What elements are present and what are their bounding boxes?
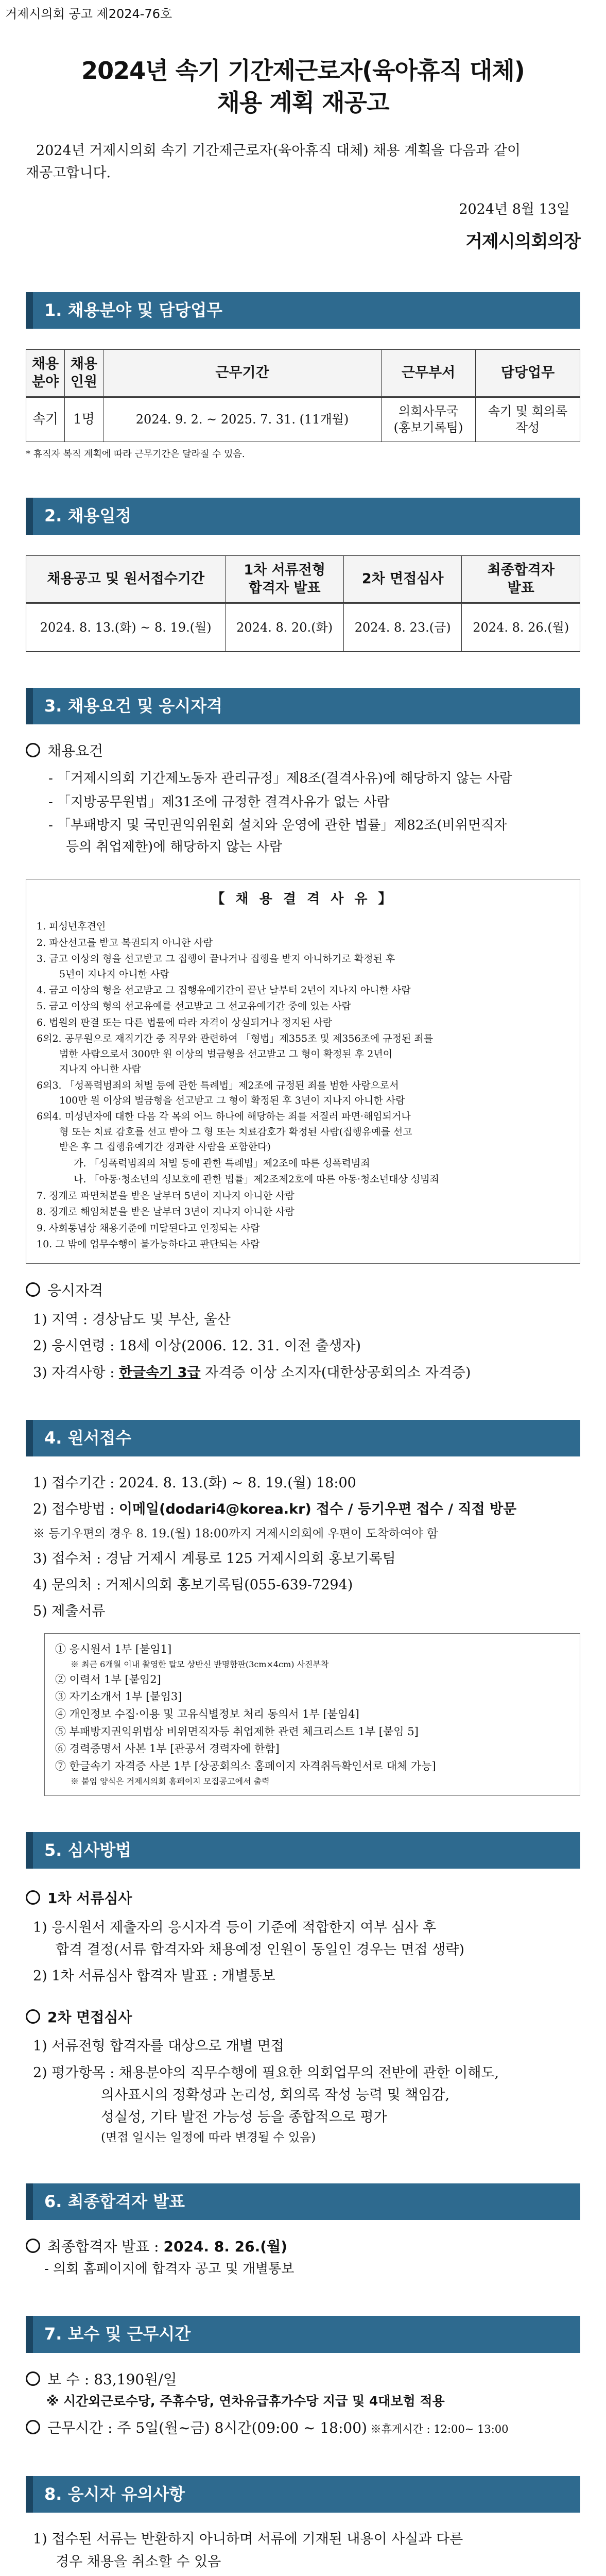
list-item: ④ 개인정보 수집·이용 및 고유식별정보 처리 동의서 1부 [붙임4] bbox=[55, 1708, 359, 1721]
list-item: ② 이력서 1부 [붙임2] bbox=[55, 1673, 161, 1686]
list-item: 1) 서류전형 합격자를 대상으로 개별 면접 bbox=[33, 2038, 284, 2055]
requirements-list bbox=[48, 768, 580, 858]
list-item: 10. 그 밖에 업무수행이 불가능하다고 판단되는 사람 bbox=[37, 1238, 260, 1250]
circle-bullet-icon bbox=[26, 2239, 40, 2253]
list-item: ⑦ 한글속기 자격증 사본 1부 [상공회의소 홈페이지 자격취득확인서로 대체 가능] bbox=[55, 1759, 436, 1772]
list-item: 6의2. 공무원으로 재직기간 중 직무와 관련하여 「형법」제355조 및 제356조에 규정된 죄를 범한 사람으로서 300만 원 이상의 벌금형을 선고받고 그 형이 확정된 후 2년이 지나지 아니한 사람 bbox=[37, 1033, 434, 1075]
list-item: - 「거제시의회 기간제노동자 관리규정」제8조(결격사유)에 해당하지 않는 사람 bbox=[48, 771, 512, 787]
list-item: 나. 「아동·청소년의 성보호에 관한 법률」제2조제2호에 따른 아동·청소년대상 성범죄 bbox=[74, 1174, 439, 1185]
list-item: 3) 접수처 : 경남 거제시 계룡로 125 거제시의회 홍보기록팀 bbox=[33, 1551, 396, 1567]
list-item: 2) 평가항목 : 채용분야의 직무수행에 필요한 의회업무의 전반에 관한 이해도, 의사표시의 정확성과 논리성, 회의록 작성 능력 및 책임감, 성실성, 기타 발전 가능성 등을 종합적으로 평가 (면접 일시는 일정에 따라 변경될 수 있음) bbox=[33, 2064, 499, 2145]
recruitment-table bbox=[26, 349, 580, 442]
requirements-heading: 채용요건 bbox=[26, 740, 580, 763]
final-announcement: 최종합격자 발표 : 2024. 8. 26.(월) bbox=[26, 2235, 580, 2259]
table-header: 근무기간 bbox=[103, 349, 382, 397]
interview-heading: 2차 면접심사 bbox=[26, 2006, 580, 2029]
table-cell: 속기 bbox=[26, 397, 65, 442]
cautions-list bbox=[33, 2528, 580, 2576]
circle-bullet-icon bbox=[26, 1282, 40, 1297]
application-list bbox=[33, 1472, 580, 1623]
list-item: 7. 징계로 파면처분을 받은 날부터 5년이 지나지 아니한 사람 bbox=[37, 1190, 295, 1201]
list-item: 9. 사회통념상 채용기준에 미달된다고 인정되는 사람 bbox=[37, 1222, 260, 1234]
work-hours-line: 근무시간 : 주 5일(월~금) 8시간(09:00 ~ 18:00) ※휴게시간 : 12:00~ 13:00 bbox=[26, 2417, 580, 2440]
list-item: ⑤ 부패방지권익위법상 비위면직자등 취업제한 관련 체크리스트 1부 [붙임 5] bbox=[55, 1725, 419, 1738]
box-title: 【 채 용 결 격 사 유 】 bbox=[211, 891, 395, 907]
list-item: 1. 피성년후견인 bbox=[37, 921, 106, 933]
list-item: 2) 응시연령 : 18세 이상(2006. 12. 31. 이전 출생자) bbox=[33, 1338, 361, 1354]
list-item: 3) 자격사항 : 한글속기 3급 자격증 이상 소지자(대한상공회의소 자격증) bbox=[33, 1364, 471, 1381]
table-header: 2차 면접심사 bbox=[343, 555, 462, 603]
list-item: 1) 응시원서 제출자의 응시자격 등이 기준에 적합한지 여부 심사 후 합격 결정(서류 합격자와 채용예정 인원이 동일인 경우는 면접 생략) bbox=[33, 1920, 464, 1958]
table-cell: 2024. 8. 13.(화) ~ 8. 19.(월) bbox=[26, 603, 226, 651]
list-item: 1) 지역 : 경상남도 및 부산, 울산 bbox=[33, 1312, 231, 1328]
interview-list bbox=[33, 2035, 580, 2147]
list-item: ⑥ 경력증명서 사본 1부 [관공서 경력자에 한함] bbox=[55, 1742, 280, 1755]
eligibility-list bbox=[33, 1309, 580, 1384]
table-cell: 2024. 8. 20.(화) bbox=[226, 603, 344, 651]
document-screening-heading: 1차 서류심사 bbox=[26, 1887, 580, 1910]
table-row bbox=[26, 603, 580, 651]
intro-paragraph bbox=[26, 140, 580, 184]
pay-note: ※ 시간외근로수당, 주휴수당, 연차유급휴가수당 지급 및 4대보험 적용 bbox=[46, 2394, 445, 2409]
table-cell: 1명 bbox=[65, 397, 103, 442]
section-5-heading: 5. 심사방법 bbox=[26, 1832, 580, 1869]
section-8-heading: 8. 응시자 유의사항 bbox=[26, 2476, 580, 2513]
schedule-table bbox=[26, 555, 580, 652]
eligibility-heading: 응시자격 bbox=[26, 1279, 580, 1302]
document-title bbox=[26, 55, 580, 118]
list-item: 3. 금고 이상의 형을 선고받고 그 집행이 끝나거나 집행을 받지 아니하기로 확정된 후 5년이 지나지 아니한 사람 bbox=[37, 953, 395, 980]
section-3-heading: 3. 채용요건 및 응시자격 bbox=[26, 688, 580, 724]
table-header: 채용 인원 bbox=[65, 349, 103, 397]
table-header: 채용 분야 bbox=[26, 349, 65, 397]
disqualification-list bbox=[37, 919, 569, 1252]
required-documents-box bbox=[44, 1633, 580, 1796]
section-1-heading: 1. 채용분야 및 담당업무 bbox=[26, 292, 580, 329]
title-line-2: 채용 계획 재공고 bbox=[217, 89, 389, 117]
section-6-heading: 6. 최종합격자 발표 bbox=[26, 2183, 580, 2220]
table-cell: 속기 및 회의록 작성 bbox=[476, 397, 580, 442]
list-item: ※ 최근 6개월 이내 촬영한 탈모 상반신 반명함판(3cm×4cm) 사진부착 bbox=[71, 1659, 329, 1670]
table-footnote: * 휴직자 복직 계획에 따라 근무기간은 달라질 수 있음. bbox=[26, 448, 245, 460]
list-item: ※ 붙임 양식은 거제시의회 홈페이지 모집공고에서 출력 bbox=[71, 1776, 270, 1787]
circle-bullet-icon bbox=[26, 2009, 40, 2024]
list-item: 1) 접수기간 : 2024. 8. 13.(화) ~ 8. 19.(월) 18:00 bbox=[33, 1475, 356, 1491]
list-item: 2) 접수방법 : 이메일(dodari4@korea.kr) 접수 / 등기우편 접수 / 직접 방문 bbox=[33, 1501, 517, 1518]
list-item: 1) 접수된 서류는 반환하지 아니하며 서류에 기재된 내용이 사실과 다른 경우 채용을 취소할 수 있음 bbox=[33, 2531, 463, 2570]
circle-bullet-icon bbox=[26, 2371, 40, 2386]
list-item: - 「지방공무원법」제31조에 규정한 결격사유가 없는 사람 bbox=[48, 794, 390, 810]
table-header: 1차 서류전형 합격자 발표 bbox=[226, 555, 344, 603]
intro-line-1: 2024년 거제시의회 속기 기간제근로자(육아휴직 대체) 채용 계획을 다음과 같이 bbox=[36, 142, 521, 159]
section-4-heading: 4. 원서접수 bbox=[26, 1420, 580, 1456]
table-header: 근무부서 bbox=[382, 349, 476, 397]
table-header: 담당업무 bbox=[476, 349, 580, 397]
notice-number: 거제시의회 공고 제2024-76호 bbox=[5, 7, 172, 21]
list-item: 4) 문의처 : 거제시의회 홍보기록팀(055-639-7294) bbox=[33, 1577, 353, 1594]
table-header: 최종합격자 발표 bbox=[462, 555, 580, 603]
pay-line: 보 수 : 83,190원/일 bbox=[26, 2368, 580, 2392]
list-item: 2. 파산선고를 받고 복권되지 아니한 사람 bbox=[37, 937, 213, 948]
list-item: 2) 1차 서류심사 합격자 발표 : 개별통보 bbox=[33, 1968, 275, 1985]
circle-bullet-icon bbox=[26, 743, 40, 757]
list-item: 5) 제출서류 bbox=[33, 1603, 106, 1620]
circle-bullet-icon bbox=[26, 1890, 40, 1905]
list-item: 6의3. 「성폭력범죄의 처벌 등에 관한 특례법」제2조에 규정된 죄를 범한 사람으로서 100만 원 이상의 벌금형을 선고받고 그 형이 확정된 후 3년이 지나지 아니한 사람 bbox=[37, 1079, 405, 1107]
list-item: 가. 「성폭력범죄의 처벌 등에 관한 특례법」제2조에 따른 성폭력범죄 bbox=[74, 1157, 370, 1169]
list-item: - 「부패방지 및 국민권익위원회 설치와 운영에 관한 법률」제82조(비위면직자 등의 취업제한)에 해당하지 않는 사람 bbox=[48, 818, 507, 855]
list-item: 4. 금고 이상의 형을 선고받고 그 집행유예기간이 끝난 날부터 2년이 지나지 아니한 사람 bbox=[37, 984, 411, 996]
disqualification-box bbox=[26, 879, 580, 1264]
circle-bullet-icon bbox=[26, 2420, 40, 2434]
table-cell: 2024. 8. 26.(월) bbox=[462, 603, 580, 651]
table-row bbox=[26, 397, 580, 442]
list-item: 6. 법원의 판결 또는 다른 법률에 따라 자격이 상실되거나 정지된 사람 bbox=[37, 1016, 333, 1028]
title-line-1: 2024년 속기 기간제근로자(육아휴직 대체) bbox=[81, 57, 525, 85]
section-2-heading: 2. 채용일정 bbox=[26, 498, 580, 534]
documents-list bbox=[55, 1641, 569, 1788]
issuer: 거제시의회의장 bbox=[465, 231, 580, 252]
list-item: ※ 등기우편의 경우 8. 19.(월) 18:00까지 거제시의회에 우편이 도착하여야 함 bbox=[33, 1527, 438, 1541]
list-item: 6의4. 미성년자에 대한 다음 각 목의 어느 하나에 해당하는 죄를 저질러 파면·해임되거나 형 또는 치료 감호를 선고 받아 그 형 또는 치료감호가 확정된 사람(집행유예를 선고 받은 후 그 집행유예기간 경과한 사람을 포함한다) bbox=[37, 1111, 412, 1153]
announcement-method: - 의회 홈페이지에 합격자 공고 및 개별통보 bbox=[44, 2261, 295, 2277]
list-item: 8. 징계로 해임처분을 받은 날부터 3년이 지나지 아니한 사람 bbox=[37, 1206, 295, 1218]
document-screening-list bbox=[33, 1917, 580, 1988]
table-cell: 의회사무국 (홍보기록팀) bbox=[382, 397, 476, 442]
notice-date: 2024년 8월 13일 bbox=[459, 201, 570, 217]
table-cell: 2024. 8. 23.(금) bbox=[343, 603, 462, 651]
intro-line-2: 재공고합니다. bbox=[26, 164, 111, 181]
section-7-heading: 7. 보수 및 근무시간 bbox=[26, 2316, 580, 2352]
table-cell: 2024. 9. 2. ~ 2025. 7. 31. (11개월) bbox=[103, 397, 382, 442]
list-item: ① 응시원서 1부 [붙임1] bbox=[55, 1642, 172, 1655]
list-item: ③ 자기소개서 1부 [붙임3] bbox=[55, 1690, 182, 1703]
table-header: 채용공고 및 원서접수기간 bbox=[26, 555, 226, 603]
list-item: 5. 금고 이상의 형의 선고유예를 선고받고 그 선고유예기간 중에 있는 사람 bbox=[37, 1001, 351, 1012]
